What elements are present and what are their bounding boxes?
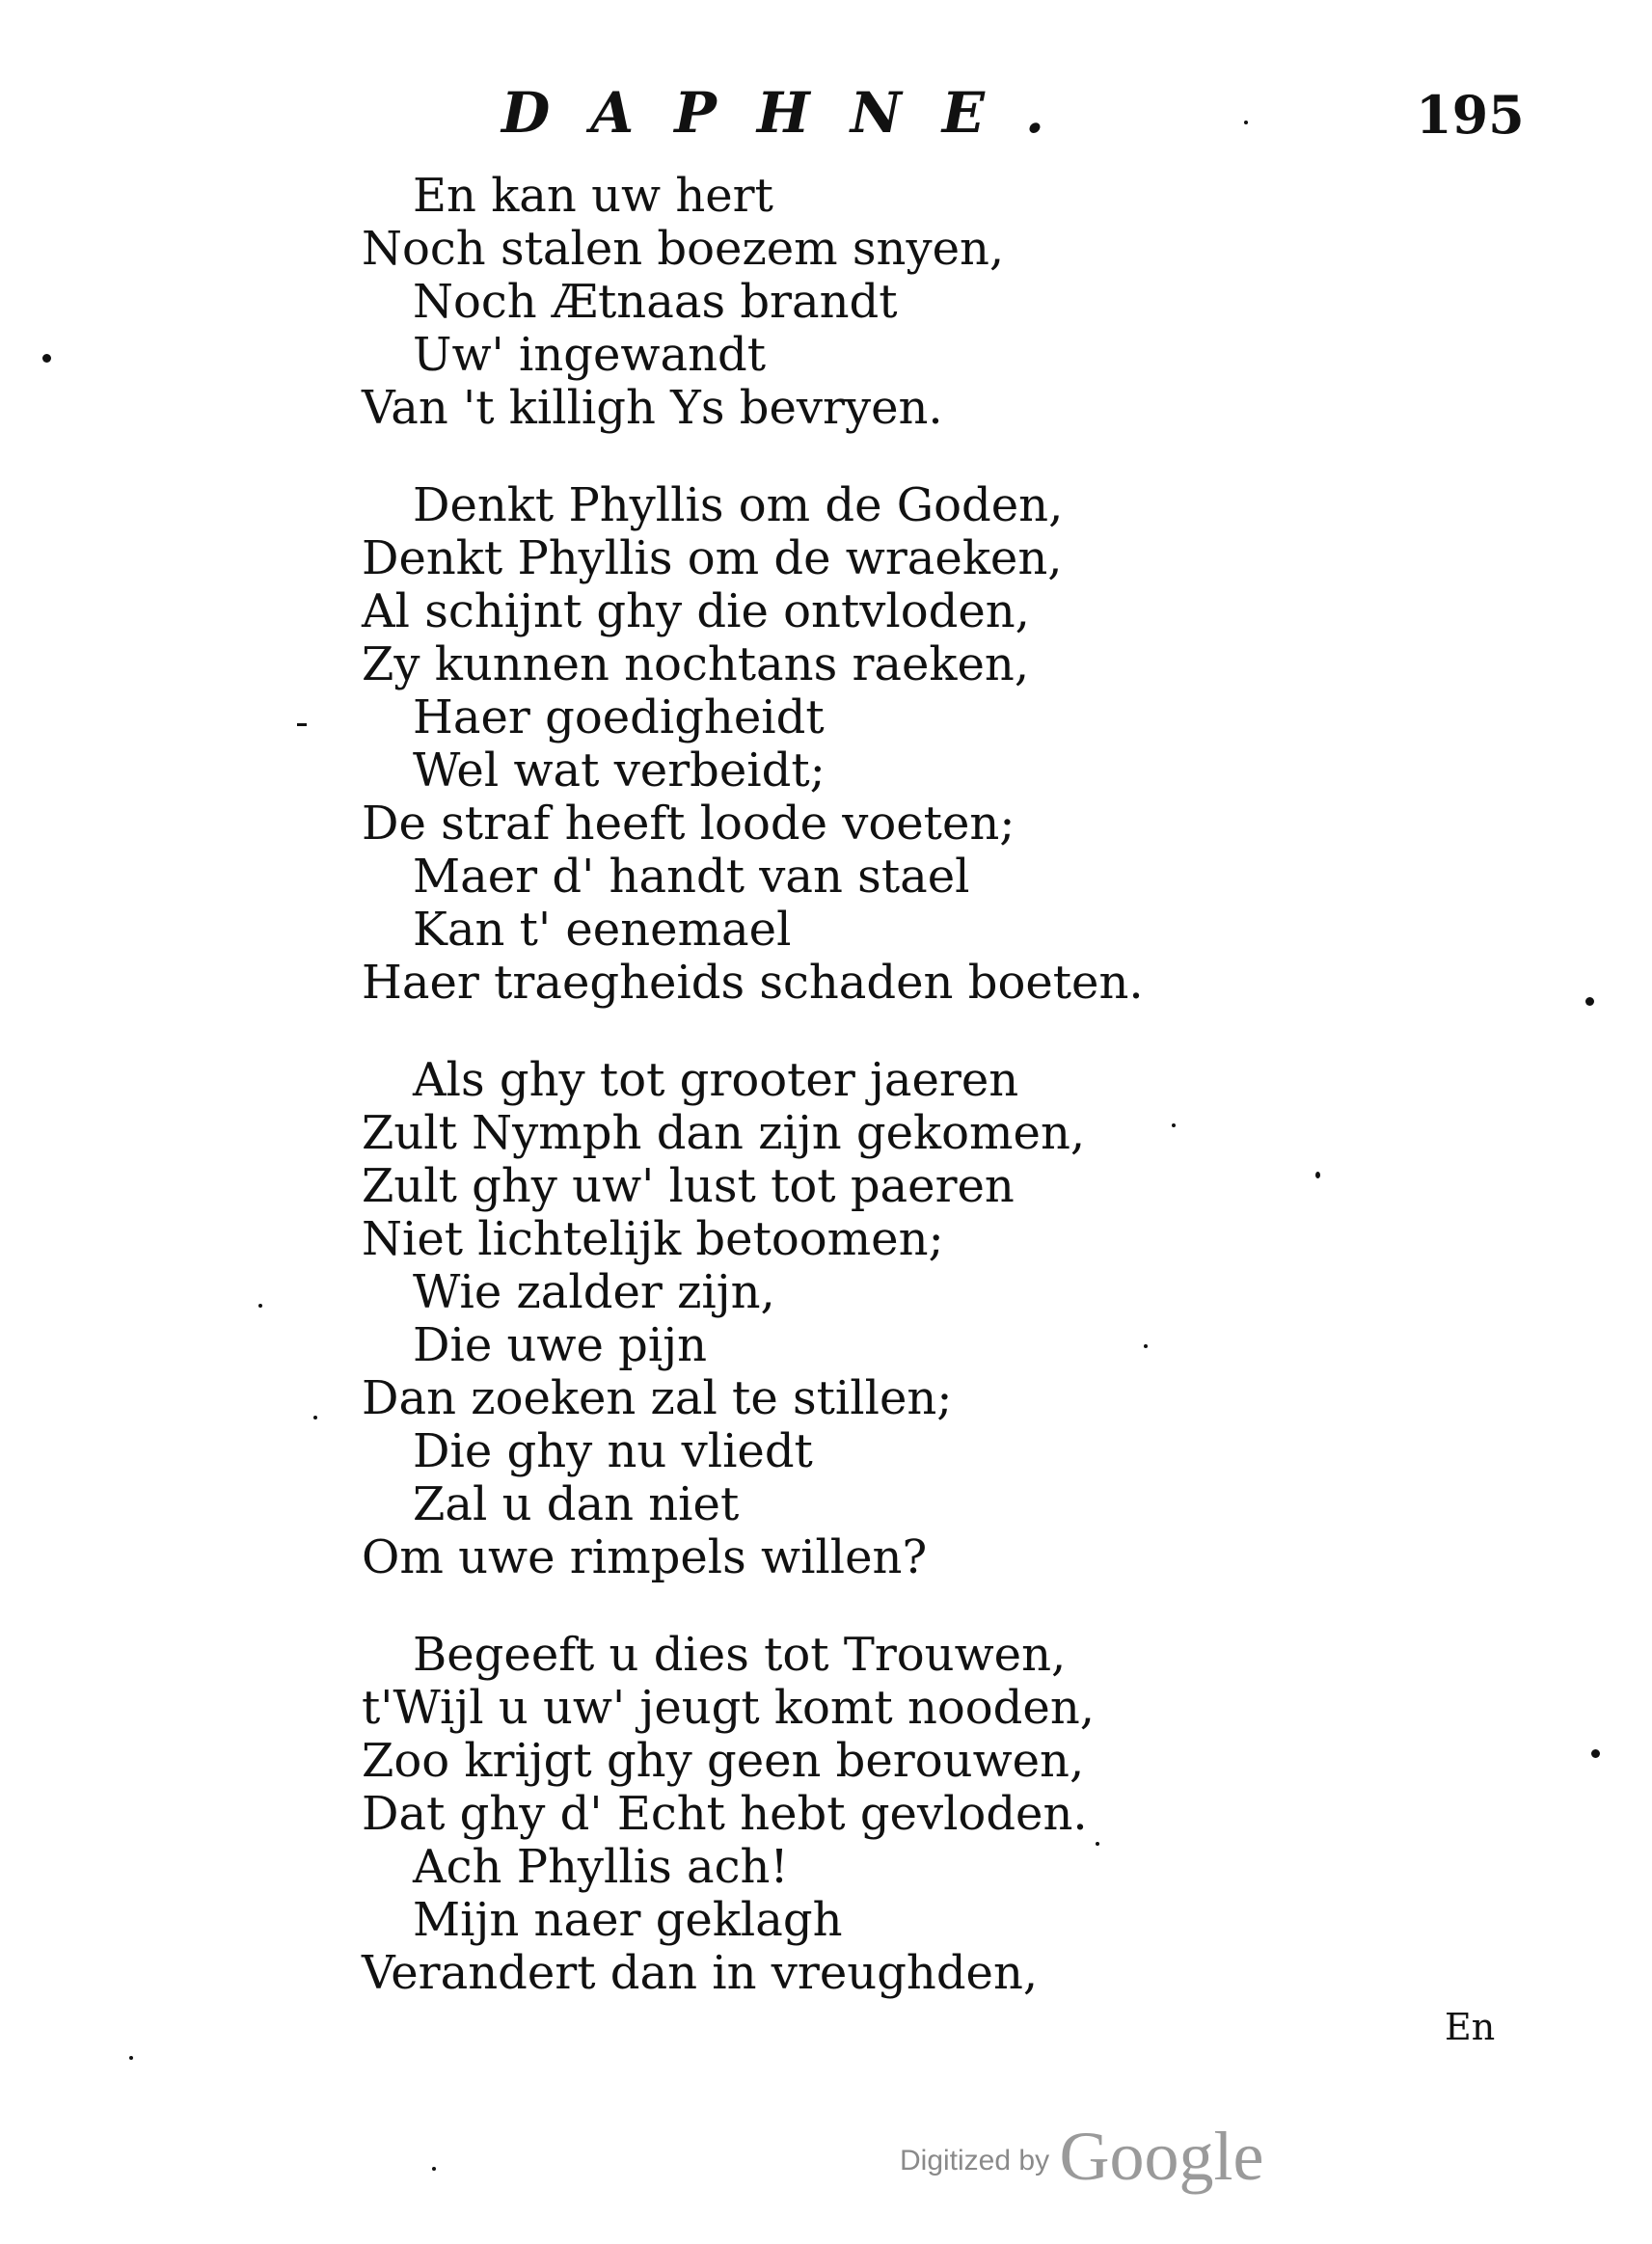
poem-line: Verandert dan in vreughden, xyxy=(362,1946,1039,2000)
scan-speck xyxy=(42,354,51,363)
poem-line: Haer traegheids schaden boeten. xyxy=(362,956,1144,1010)
running-head: DAPHNE. xyxy=(501,80,1086,146)
scan-speck xyxy=(1096,1842,1099,1846)
poem-line: Niet lichtelijk betoomen; xyxy=(362,1212,944,1266)
poem-line: Ach Phyllis ach! xyxy=(413,1840,789,1894)
poem-line: Noch Ætnaas brandt xyxy=(413,275,898,329)
scan-speck xyxy=(432,2167,436,2171)
scan-speck xyxy=(297,723,307,726)
poem-line: De straf heeft loode voeten; xyxy=(362,797,1016,851)
poem-line: Begeeft u dies tot Trouwen, xyxy=(413,1628,1067,1682)
scan-speck xyxy=(1172,1123,1176,1127)
scan-speck xyxy=(1591,1749,1600,1758)
poem-line: Wie zalder zijn, xyxy=(413,1265,775,1319)
scan-speck xyxy=(129,2056,133,2060)
poem-line: Zal u dan niet xyxy=(413,1477,740,1531)
poem-line: Als ghy tot grooter jaeren xyxy=(413,1053,1019,1107)
poem-line: Zy kunnen nochtans raeken, xyxy=(362,637,1030,691)
poem-line: Noch stalen boezem snyen, xyxy=(362,222,1005,276)
poem-line: Dat ghy d' Echt hebt gevloden. xyxy=(362,1787,1088,1841)
poem-line: En kan uw hert xyxy=(413,169,773,223)
poem-line: t'Wijl u uw' jeugt komt nooden, xyxy=(362,1681,1095,1735)
stanza xyxy=(0,1629,1652,2000)
poem-line: Zult ghy uw' lust tot paeren xyxy=(362,1159,1015,1213)
poem-line: Van 't killigh Ys bevryen. xyxy=(362,381,943,435)
digitized-by-label: Digitized by xyxy=(900,2145,1050,2176)
poem-line: Kan t' eenemael xyxy=(413,903,792,957)
poem-line: Zult Nymph dan zijn gekomen, xyxy=(362,1106,1086,1160)
poem-text xyxy=(0,169,1652,2048)
scan-speck xyxy=(1585,997,1594,1006)
poem-line: Zoo krijgt ghy geen berouwen, xyxy=(362,1734,1085,1788)
poem-line: Al schijnt ghy die ontvloden, xyxy=(362,584,1030,638)
poem-line: Die uwe pijn xyxy=(413,1318,708,1372)
stanza xyxy=(0,479,1652,1010)
catchword: En xyxy=(1445,2006,1496,2048)
scan-speck xyxy=(1244,121,1248,124)
poem-line: Dan zoeken zal te stillen; xyxy=(362,1371,953,1425)
poem-line: Uw' ingewandt xyxy=(413,328,767,382)
google-logo: Google xyxy=(1059,2118,1264,2195)
poem-line: Denkt Phyllis om de wraeken, xyxy=(362,531,1063,585)
poem-line: Haer goedigheidt xyxy=(413,690,825,744)
poem-line: Om uwe rimpels willen? xyxy=(362,1530,928,1584)
page-number: 195 xyxy=(1416,84,1525,146)
digitized-by-google-watermark xyxy=(900,2117,1264,2197)
poem-line: Denkt Phyllis om de Goden, xyxy=(413,478,1064,532)
stanza xyxy=(0,170,1652,435)
poem-line: Maer d' handt van stael xyxy=(413,850,970,904)
poem-line: Wel wat verbeidt; xyxy=(413,743,826,798)
poem-line: Die ghy nu vliedt xyxy=(413,1424,813,1478)
scan-speck xyxy=(1144,1344,1148,1348)
scan-speck xyxy=(313,1416,317,1419)
stanza xyxy=(0,1054,1652,1584)
scan-speck xyxy=(258,1304,262,1308)
poem-line: Mijn naer geklagh xyxy=(413,1893,843,1947)
scan-speck xyxy=(1315,1172,1320,1178)
